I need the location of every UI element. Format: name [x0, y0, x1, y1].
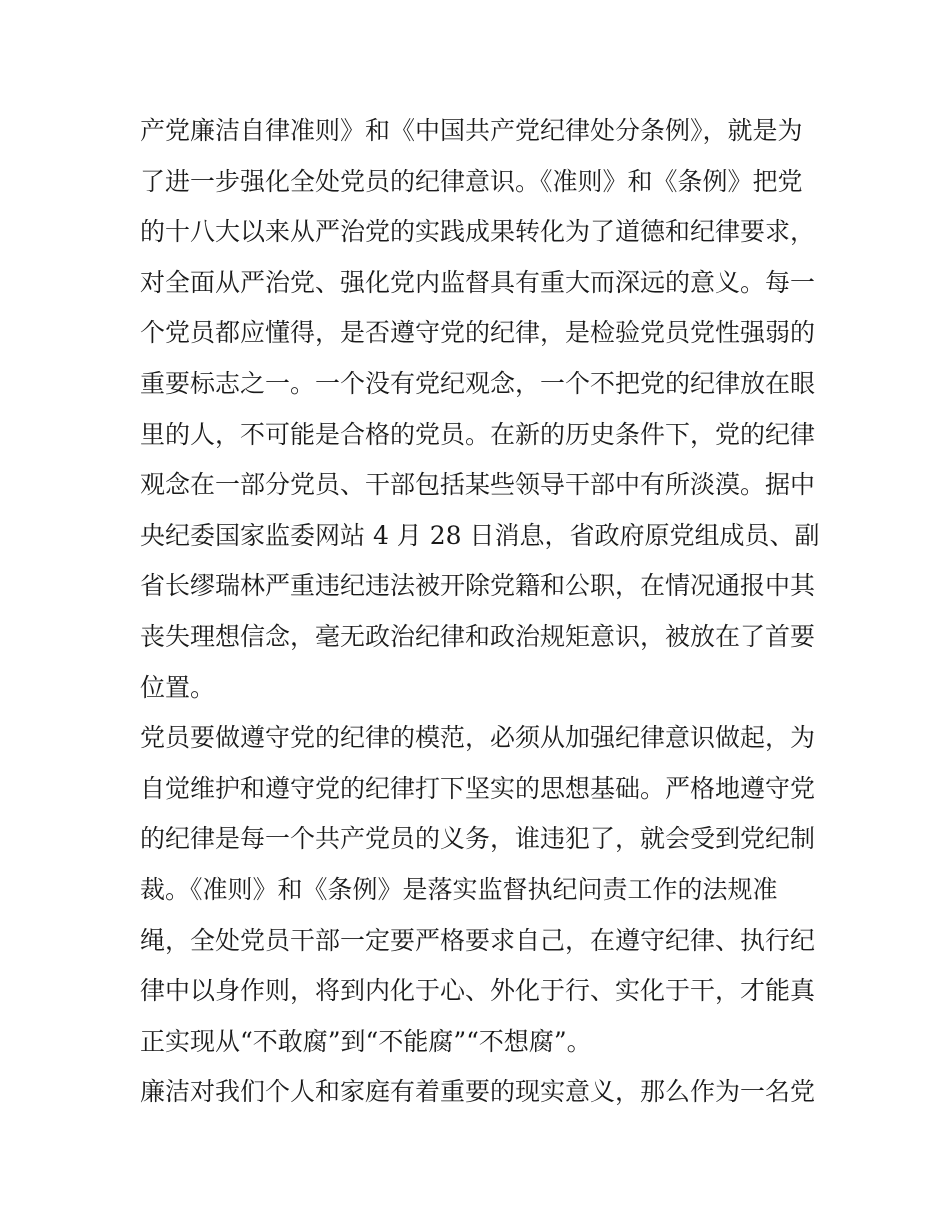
text-line: 的十八大以来从严治党的实践成果转化为了道德和纪律要求， — [140, 217, 816, 247]
text-line: 重要标志之一。一个没有党纪观念，一个不把党的纪律放在眼 — [140, 368, 816, 398]
text-line: 丧失理想信念，毫无政治纪律和政治规矩意识，被放在了首要 — [140, 621, 816, 651]
body-text — [140, 106, 820, 1118]
text-line: 党员要做遵守党的纪律的模范，必须从加强纪律意识做起，为 — [140, 723, 816, 753]
text-line: 正实现从“不敢腐”到“不能腐”“不想腐”。 — [140, 1026, 592, 1056]
text-line: 廉洁对我们个人和家庭有着重要的现实意义，那么作为一名党 — [140, 1077, 816, 1107]
text-line: 自觉维护和遵守党的纪律打下坚实的思想基础。严格地遵守党 — [140, 773, 816, 803]
text-line: 位置。 — [140, 672, 216, 702]
text-line: 里的人，不可能是合格的党员。在新的历史条件下，党的纪律 — [140, 419, 816, 449]
text-line: 律中以身作则，将到内化于心、外化于行、实化于干，才能真 — [140, 976, 816, 1006]
text-line: 央纪委国家监委网站 4 月 28 日消息，省政府原党组成员、副 — [140, 520, 820, 550]
text-line: 了进一步强化全处党员的纪律意识。《准则》和《条例》把党 — [140, 166, 803, 196]
text-line: 绳，全处党员干部一定要严格要求自己，在遵守纪律、执行纪 — [140, 925, 816, 955]
text-line: 裁。《准则》和《条例》是落实监督执纪问责工作的法规准 — [140, 874, 778, 904]
text-line: 省长缪瑞林严重违纪违法被开除党籍和公职，在情况通报中其 — [140, 571, 816, 601]
text-line: 的纪律是每一个共产党员的义务，谁违犯了，就会受到党纪制 — [140, 824, 816, 854]
text-line: 产党廉洁自律准则》和《中国共产党纪律处分条例》，就是为 — [140, 116, 803, 145]
text-line: 个党员都应懂得，是否遵守党的纪律，是检验党员党性强弱的 — [140, 318, 816, 348]
text-line: 对全面从严治党、强化党内监督具有重大而深远的意义。每一 — [140, 267, 816, 297]
text-line: 观念在一部分党员、干部包括某些领导干部中有所淡漠。据中 — [140, 470, 816, 500]
